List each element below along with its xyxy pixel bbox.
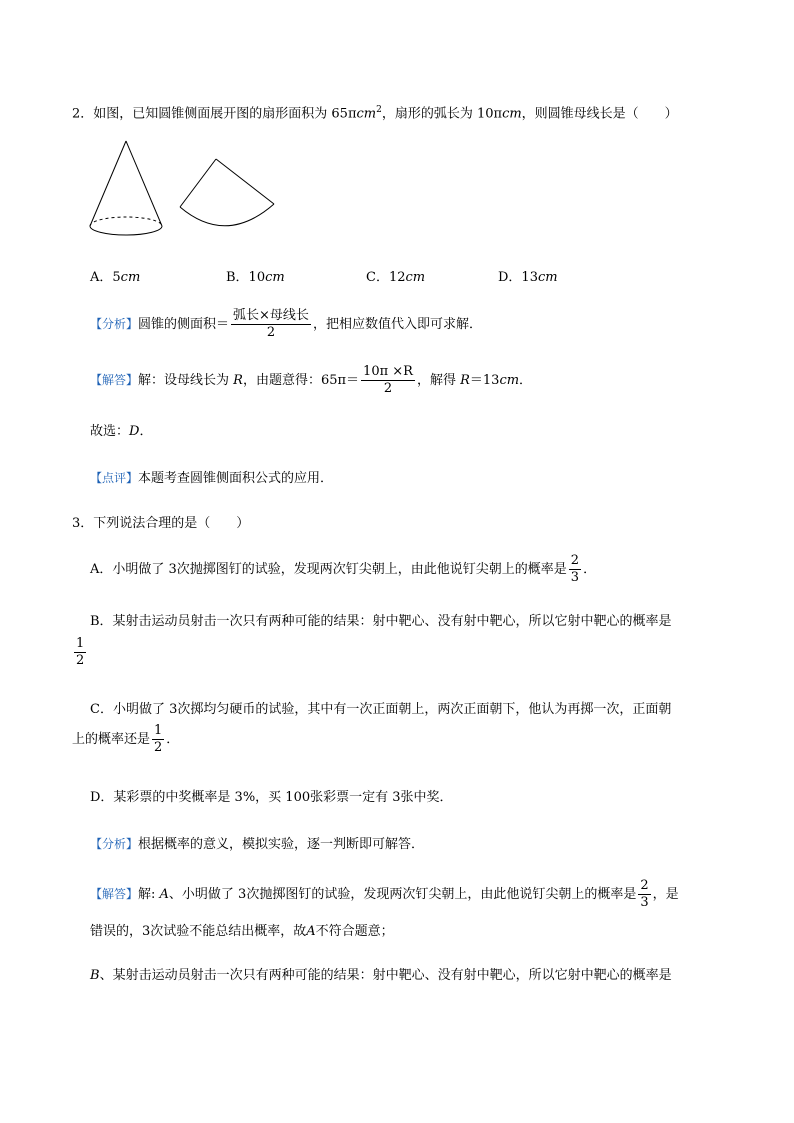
analysis-label: 【分析】 [90,837,139,851]
q3-option-c-line1: C．小明做了 3次掷均匀硬币的试验，其中有一次正面朝上，两次正面朝下，他认为再掷一次，正面朝 [90,702,672,717]
fraction: $\frac{\text{弧长×母线长}}{2}$ [233,308,309,340]
q3-analysis: 【分析】根据概率的意义，模拟实验，逐一判断即可解答． [90,837,425,852]
fraction: $\frac{10\pi \times R}{2}$ [363,364,413,396]
answer-label: 【解答】 [90,373,139,387]
q2-option-d: D．13cm [498,270,558,285]
fraction: $\frac{1}{2}$ [76,636,85,668]
q3-answer-line3: B、某射击运动员射击一次只有两种可能的结果：射中靶心、没有射中靶心，所以它射中靶心的概率是 [90,968,672,983]
q2-option-a: A．5cm [90,270,141,285]
q2-option-b: B．10cm [226,270,285,285]
q2-stem: 2．如图，已知圆锥侧面展开图的扇形面积为 65πcm$^2$，扇形的弧长为 10πcm，则圆锥母线长是（ ） [72,105,678,122]
q2-comment: 【点评】本题考查圆锥侧面积公式的应用． [90,471,334,486]
q3-stem: 3．下列说法合理的是（ ） [72,516,250,531]
analysis-label: 【分析】 [90,317,139,331]
q3-option-b: B．某射击运动员射击一次只有两种可能的结果：射中靶心、没有射中靶心，所以它射中靶心的概率是 [90,614,672,629]
q2-answer: 【解答】解：设母线长为 R，由题意得：65π＝ $\frac{10\pi \times R}{2}$ ，解得 R＝13cm． [90,364,533,396]
fraction: $\frac{2}{3}$ [570,553,580,585]
cone-figure [86,138,166,244]
q2-analysis: 【分析】圆锥的侧面积＝ $\frac{\text{弧长×母线长}}{2}$ ，把相应数值代入即可求解． [90,308,482,340]
fraction: $\frac{1}{2}$ [154,723,163,755]
comment-label: 【点评】 [90,471,139,485]
q3-option-a: A．小明做了 3次抛掷图钉的试验，发现两次钉尖朝上，由此他说钉尖朝上的概率是 $\frac{2}{3}$ ． [90,553,597,585]
q3-option-b-fraction [72,636,88,669]
answer-label: 【解答】 [90,887,139,901]
q3-answer-line1: 【解答】解: A、小明做了 3次抛掷图钉的试验，发现两次钉尖朝上，由此他说钉尖朝上的概率是 $\frac{2}{3}$ ，是 [90,878,679,910]
q2-choice: 故选：D． [90,424,153,439]
q3-option-c-line2: 上的概率还是 $\frac{1}{2}$ ． [72,723,180,755]
q2-number: 2． [72,106,94,122]
fraction: $\frac{2}{3}$ [640,878,649,910]
sector-figure [176,156,280,232]
q3-answer-line2: 错误的，3次试验不能总结出概率，故A不符合题意； [90,924,394,939]
q3-option-d: D．某彩票的中奖概率是 3%，买 100张彩票一定有 3张中奖． [90,790,453,805]
q2-option-c: C．12cm [366,270,426,285]
